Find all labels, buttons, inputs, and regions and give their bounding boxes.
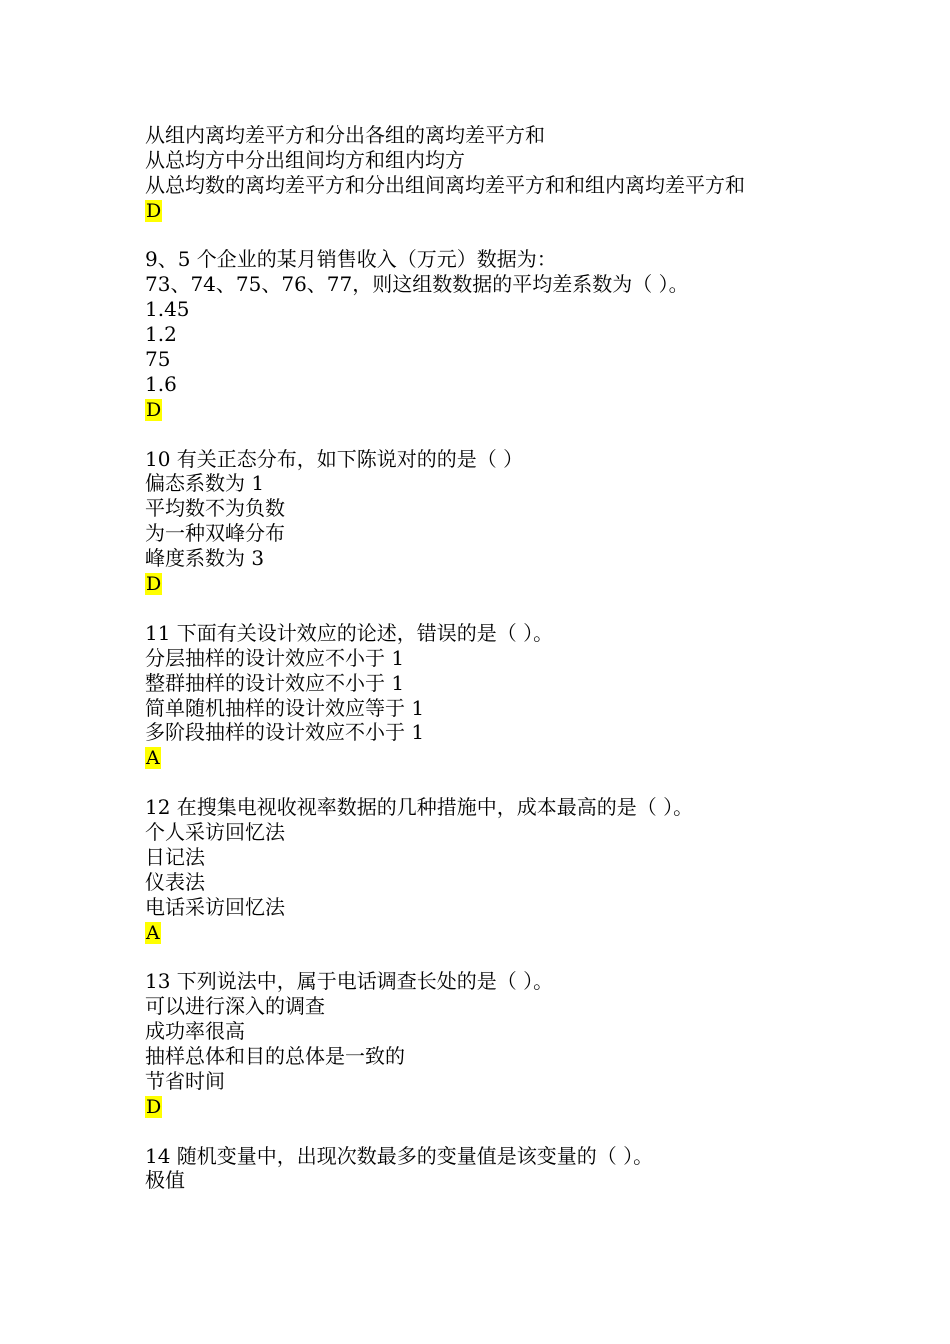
spacer	[145, 223, 845, 248]
answer-highlight: A	[146, 921, 160, 944]
answer-highlight: D	[146, 1095, 162, 1118]
answer-highlight: D	[146, 398, 162, 421]
spacer	[145, 596, 845, 621]
option-line: 为一种双峰分布	[145, 521, 285, 546]
option-line: 从总均方中分出组间均方和组内均方	[145, 147, 465, 172]
option-line: 从总均数的离均差平方和分出组间离均差平方和和组内离均差平方和	[145, 172, 745, 197]
option-line: 可以进行深入的调查	[145, 994, 325, 1019]
spacer	[145, 422, 845, 447]
option-line: 多阶段抽样的设计效应不小于 1	[145, 720, 425, 745]
spacer	[145, 1119, 845, 1144]
answer-highlight: A	[146, 747, 160, 770]
spacer	[145, 944, 845, 969]
answer-line	[145, 571, 845, 596]
option-line: 1.6	[145, 371, 177, 396]
option-line: 75	[145, 347, 171, 372]
answer-line	[145, 198, 845, 223]
document-page	[145, 123, 845, 1193]
option-line: 1.45	[145, 297, 190, 322]
answer-highlight: D	[146, 199, 162, 222]
option-line: 抽样总体和目的总体是一致的	[145, 1043, 405, 1068]
question-stem: 14 随机变量中，出现次数最多的变量值是该变量的（ ）。	[145, 1143, 654, 1168]
option-line: 简单随机抽样的设计效应等于 1	[145, 695, 425, 720]
answer-highlight: D	[146, 573, 162, 596]
option-line: 从组内离均差平方和分出各组的离均差平方和	[145, 123, 545, 147]
answer-line	[145, 1094, 845, 1119]
option-line: 仪表法	[145, 869, 205, 894]
question-stem: 9、5 个企业的某月销售收入（万元）数据为：	[145, 247, 557, 272]
option-line: 平均数不为负数	[145, 496, 285, 521]
option-line: 峰度系数为 3	[145, 546, 265, 571]
option-line: 日记法	[145, 844, 205, 869]
answer-line	[145, 397, 845, 422]
answer-line	[145, 920, 845, 945]
answer-line	[145, 745, 845, 770]
option-line: 成功率很高	[145, 1019, 245, 1044]
question-stem: 73、74、75、76、77，则这组数数据的平均差系数为（ ）。	[145, 272, 689, 297]
option-line: 个人采访回忆法	[145, 819, 285, 844]
option-line: 偏态系数为 1	[145, 471, 265, 496]
spacer	[145, 770, 845, 795]
option-line: 电话采访回忆法	[145, 894, 285, 919]
question-stem: 13 下列说法中，属于电话调查长处的是（ ）。	[145, 969, 554, 994]
question-stem: 12 在搜集电视收视率数据的几种措施中，成本最高的是（ ）。	[145, 795, 694, 820]
option-line: 极值	[145, 1168, 185, 1193]
question-stem: 10 有关正态分布，如下陈说对的的是（ ）	[145, 446, 524, 471]
option-line: 1.2	[145, 322, 177, 347]
option-line: 节省时间	[145, 1068, 225, 1093]
option-line: 整群抽样的设计效应不小于 1	[145, 670, 405, 695]
option-line: 分层抽样的设计效应不小于 1	[145, 645, 405, 670]
question-stem: 11 下面有关设计效应的论述，错误的是（ ）。	[145, 620, 554, 645]
